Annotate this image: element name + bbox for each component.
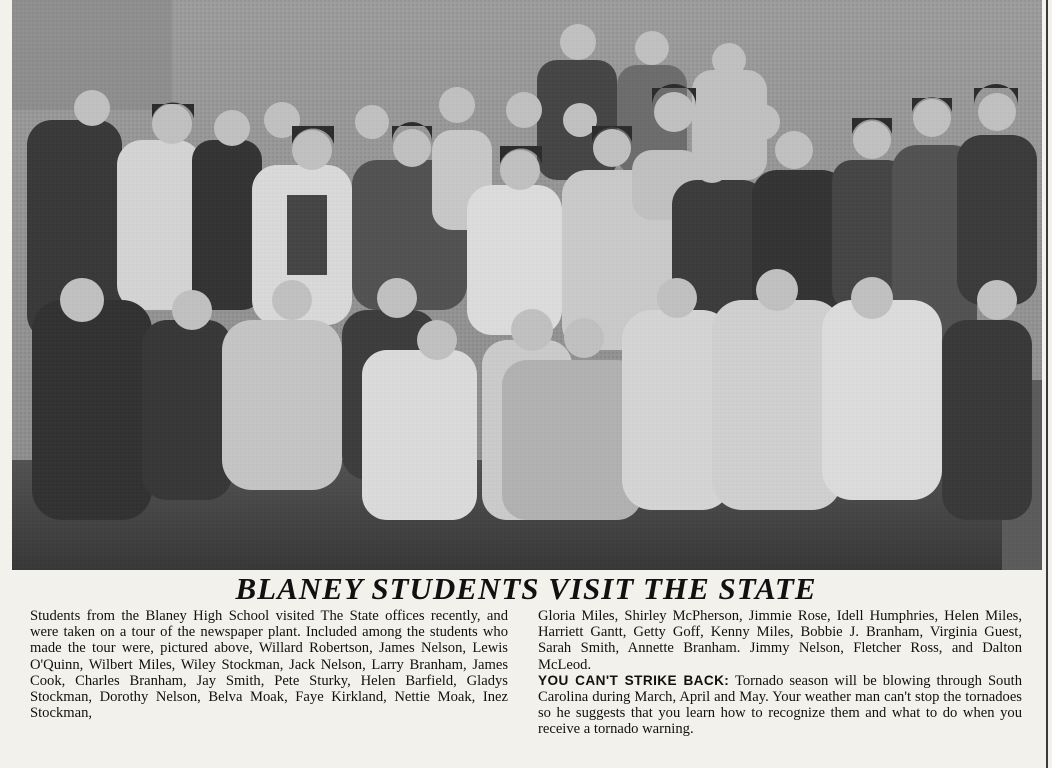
tornado-kicker: YOU CAN'T STRIKE BACK: [538, 672, 730, 688]
tornado-item [538, 673, 1022, 738]
article-column-right [538, 608, 1022, 768]
page-edge-rule [1046, 0, 1048, 768]
article-paragraph-left: Students from the Blaney High School visited The State offices recently, and were taken on a tour of the newspaper plant. Included among the students who made the tour were, pictured above, Willard Robertson, James Nelson, Lewis O'Quinn, Wilbert Miles, Wiley Stockman, Jack Nelson, Larry Branham, James Cook, Charles Branham, Jay Smith, Pete Sturky, Helen Barfield, Gladys Stockman, Dorothy Nelson, Belva Moak, Faye Kirkland, Nettie Moak, Inez Stockman, [30, 608, 508, 722]
group-photo-illustration [12, 0, 1042, 570]
group-photo [12, 0, 1042, 570]
article-column-left [30, 608, 508, 768]
headline: BLANEY STUDENTS VISIT THE STATE [235, 571, 817, 606]
article-paragraph-right-intro: Gloria Miles, Shirley McPherson, Jimmie Rose, Idell Humphries, Helen Miles, Harriett Gantt, Getty Goff, Kenny Miles, Bobbie J. Branham, Virginia Guest, Sarah Smith, Annette Branham. Jimmy Nelson, Fletcher Ross, and Dalton McLeod. [538, 608, 1022, 673]
tornado-body: Tornado season will be blowing through South Carolina during March, April and May. Your weather man can't stop the tornadoes so he suggests that you learn how to recognize them and what to do when you receive a tornado warning. [538, 672, 1022, 738]
